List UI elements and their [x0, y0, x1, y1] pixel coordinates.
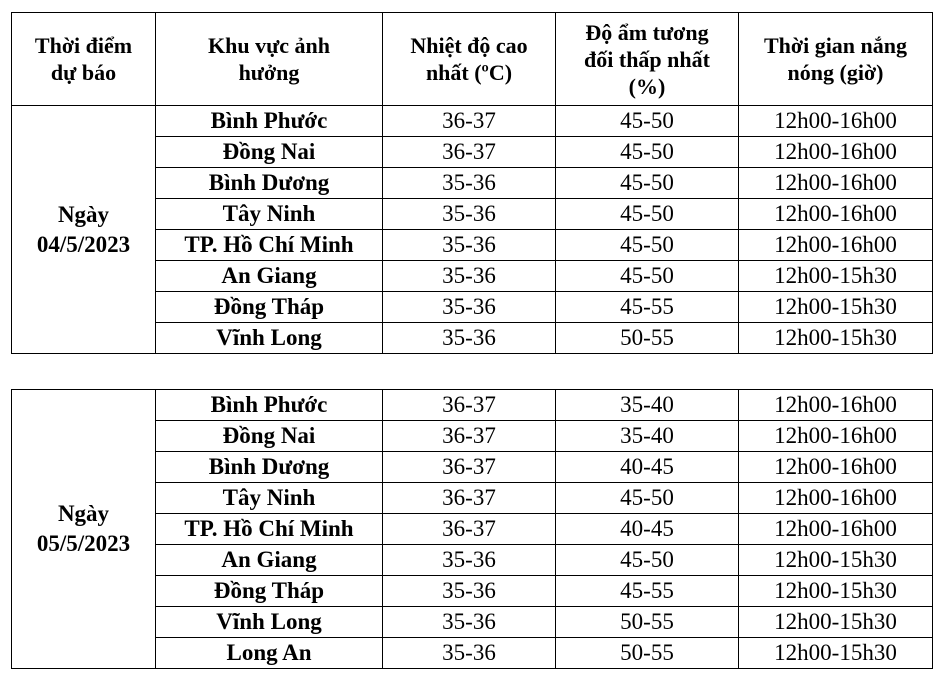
temperature-cell: 35-36	[383, 323, 556, 354]
header-min-humidity-line1: Độ ẩm tương	[585, 19, 709, 45]
temperature-cell: 35-36	[383, 261, 556, 292]
temperature-cell: 35-36	[383, 199, 556, 230]
humidity-cell: 45-50	[556, 483, 739, 514]
humidity-cell: 50-55	[556, 323, 739, 354]
forecast-date-cell	[12, 106, 156, 354]
humidity-cell: 45-55	[556, 576, 739, 607]
header-min-humidity-line2: đối thấp nhất	[584, 46, 710, 72]
hours-cell: 12h00-15h30	[739, 607, 933, 638]
area-cell: An Giang	[156, 261, 383, 292]
hours-cell: 12h00-16h00	[739, 483, 933, 514]
area-cell: Tây Ninh	[156, 483, 383, 514]
hours-cell: 12h00-15h30	[739, 323, 933, 354]
area-cell: An Giang	[156, 545, 383, 576]
temperature-cell: 36-37	[383, 483, 556, 514]
temperature-cell: 36-37	[383, 514, 556, 545]
hours-cell: 12h00-16h00	[739, 514, 933, 545]
area-cell: Bình Phước	[156, 106, 383, 137]
hours-cell: 12h00-16h00	[739, 137, 933, 168]
header-forecast-time-line1: Thời điểm	[34, 33, 133, 58]
header-forecast-time	[12, 13, 156, 106]
header-affected-area	[156, 13, 383, 106]
temperature-cell: 36-37	[383, 390, 556, 421]
header-row	[12, 13, 933, 106]
header-forecast-time-line2: dự báo	[50, 60, 117, 85]
header-affected-area-line2: hưởng	[238, 60, 300, 85]
hours-cell: 12h00-16h00	[739, 168, 933, 199]
temperature-cell: 35-36	[383, 168, 556, 199]
temperature-cell: 35-36	[383, 545, 556, 576]
area-cell: Vĩnh Long	[156, 323, 383, 354]
header-hot-sun-hours-line1: Thời gian nắng	[763, 33, 908, 58]
hours-cell: 12h00-16h00	[739, 421, 933, 452]
humidity-cell: 45-55	[556, 292, 739, 323]
humidity-cell: 45-50	[556, 230, 739, 261]
area-cell: Đồng Tháp	[156, 576, 383, 607]
area-cell: Đồng Tháp	[156, 292, 383, 323]
hours-cell: 12h00-15h30	[739, 261, 933, 292]
humidity-cell: 45-50	[556, 137, 739, 168]
header-hot-sun-hours-line2: nóng (giờ)	[787, 60, 884, 85]
forecast-table-day1	[11, 12, 933, 354]
forecast-table-day2	[11, 389, 933, 669]
hours-cell: 12h00-16h00	[739, 199, 933, 230]
hours-cell: 12h00-15h30	[739, 545, 933, 576]
area-cell: Long An	[156, 638, 383, 669]
table-row	[12, 106, 933, 137]
temperature-cell: 35-36	[383, 230, 556, 261]
temperature-cell: 36-37	[383, 421, 556, 452]
area-cell: Đồng Nai	[156, 137, 383, 168]
header-affected-area-line1: Khu vực ảnh	[207, 33, 331, 58]
forecast-date-label: Ngày	[57, 501, 110, 526]
area-cell: Bình Phước	[156, 390, 383, 421]
table-row	[12, 390, 933, 421]
hours-cell: 12h00-16h00	[739, 390, 933, 421]
header-max-temperature	[383, 13, 556, 106]
hours-cell: 12h00-15h30	[739, 292, 933, 323]
area-cell: Vĩnh Long	[156, 607, 383, 638]
humidity-cell: 35-40	[556, 390, 739, 421]
area-cell: TP. Hồ Chí Minh	[156, 514, 383, 545]
humidity-cell: 50-55	[556, 607, 739, 638]
hours-cell: 12h00-16h00	[739, 230, 933, 261]
humidity-cell: 40-45	[556, 514, 739, 545]
temperature-cell: 35-36	[383, 292, 556, 323]
hours-cell: 12h00-15h30	[739, 638, 933, 669]
humidity-cell: 45-50	[556, 261, 739, 292]
temperature-cell: 36-37	[383, 106, 556, 137]
humidity-cell: 45-50	[556, 545, 739, 576]
area-cell: Bình Dương	[156, 168, 383, 199]
header-hot-sun-hours	[739, 13, 933, 106]
hours-cell: 12h00-15h30	[739, 576, 933, 607]
humidity-cell: 40-45	[556, 452, 739, 483]
temperature-cell: 35-36	[383, 576, 556, 607]
temperature-cell: 36-37	[383, 137, 556, 168]
header-min-humidity	[556, 13, 739, 106]
humidity-cell: 35-40	[556, 421, 739, 452]
header-max-temperature-line2: nhất (ºC)	[425, 60, 513, 85]
forecast-date-value: 04/5/2023	[36, 231, 131, 257]
area-cell: Bình Dương	[156, 452, 383, 483]
humidity-cell: 45-50	[556, 199, 739, 230]
humidity-cell: 50-55	[556, 638, 739, 669]
area-cell: Đồng Nai	[156, 421, 383, 452]
forecast-date-label: Ngày	[57, 201, 110, 227]
forecast-date-value: 05/5/2023	[36, 531, 131, 556]
humidity-cell: 45-50	[556, 106, 739, 137]
header-min-humidity-line3: (%)	[628, 73, 666, 99]
header-max-temperature-line1: Nhiệt độ cao	[410, 33, 528, 58]
temperature-cell: 36-37	[383, 452, 556, 483]
temperature-cell: 35-36	[383, 607, 556, 638]
area-cell: TP. Hồ Chí Minh	[156, 230, 383, 261]
humidity-cell: 45-50	[556, 168, 739, 199]
temperature-cell: 35-36	[383, 638, 556, 669]
hours-cell: 12h00-16h00	[739, 106, 933, 137]
area-cell: Tây Ninh	[156, 199, 383, 230]
forecast-date-cell	[12, 390, 156, 669]
hours-cell: 12h00-16h00	[739, 452, 933, 483]
